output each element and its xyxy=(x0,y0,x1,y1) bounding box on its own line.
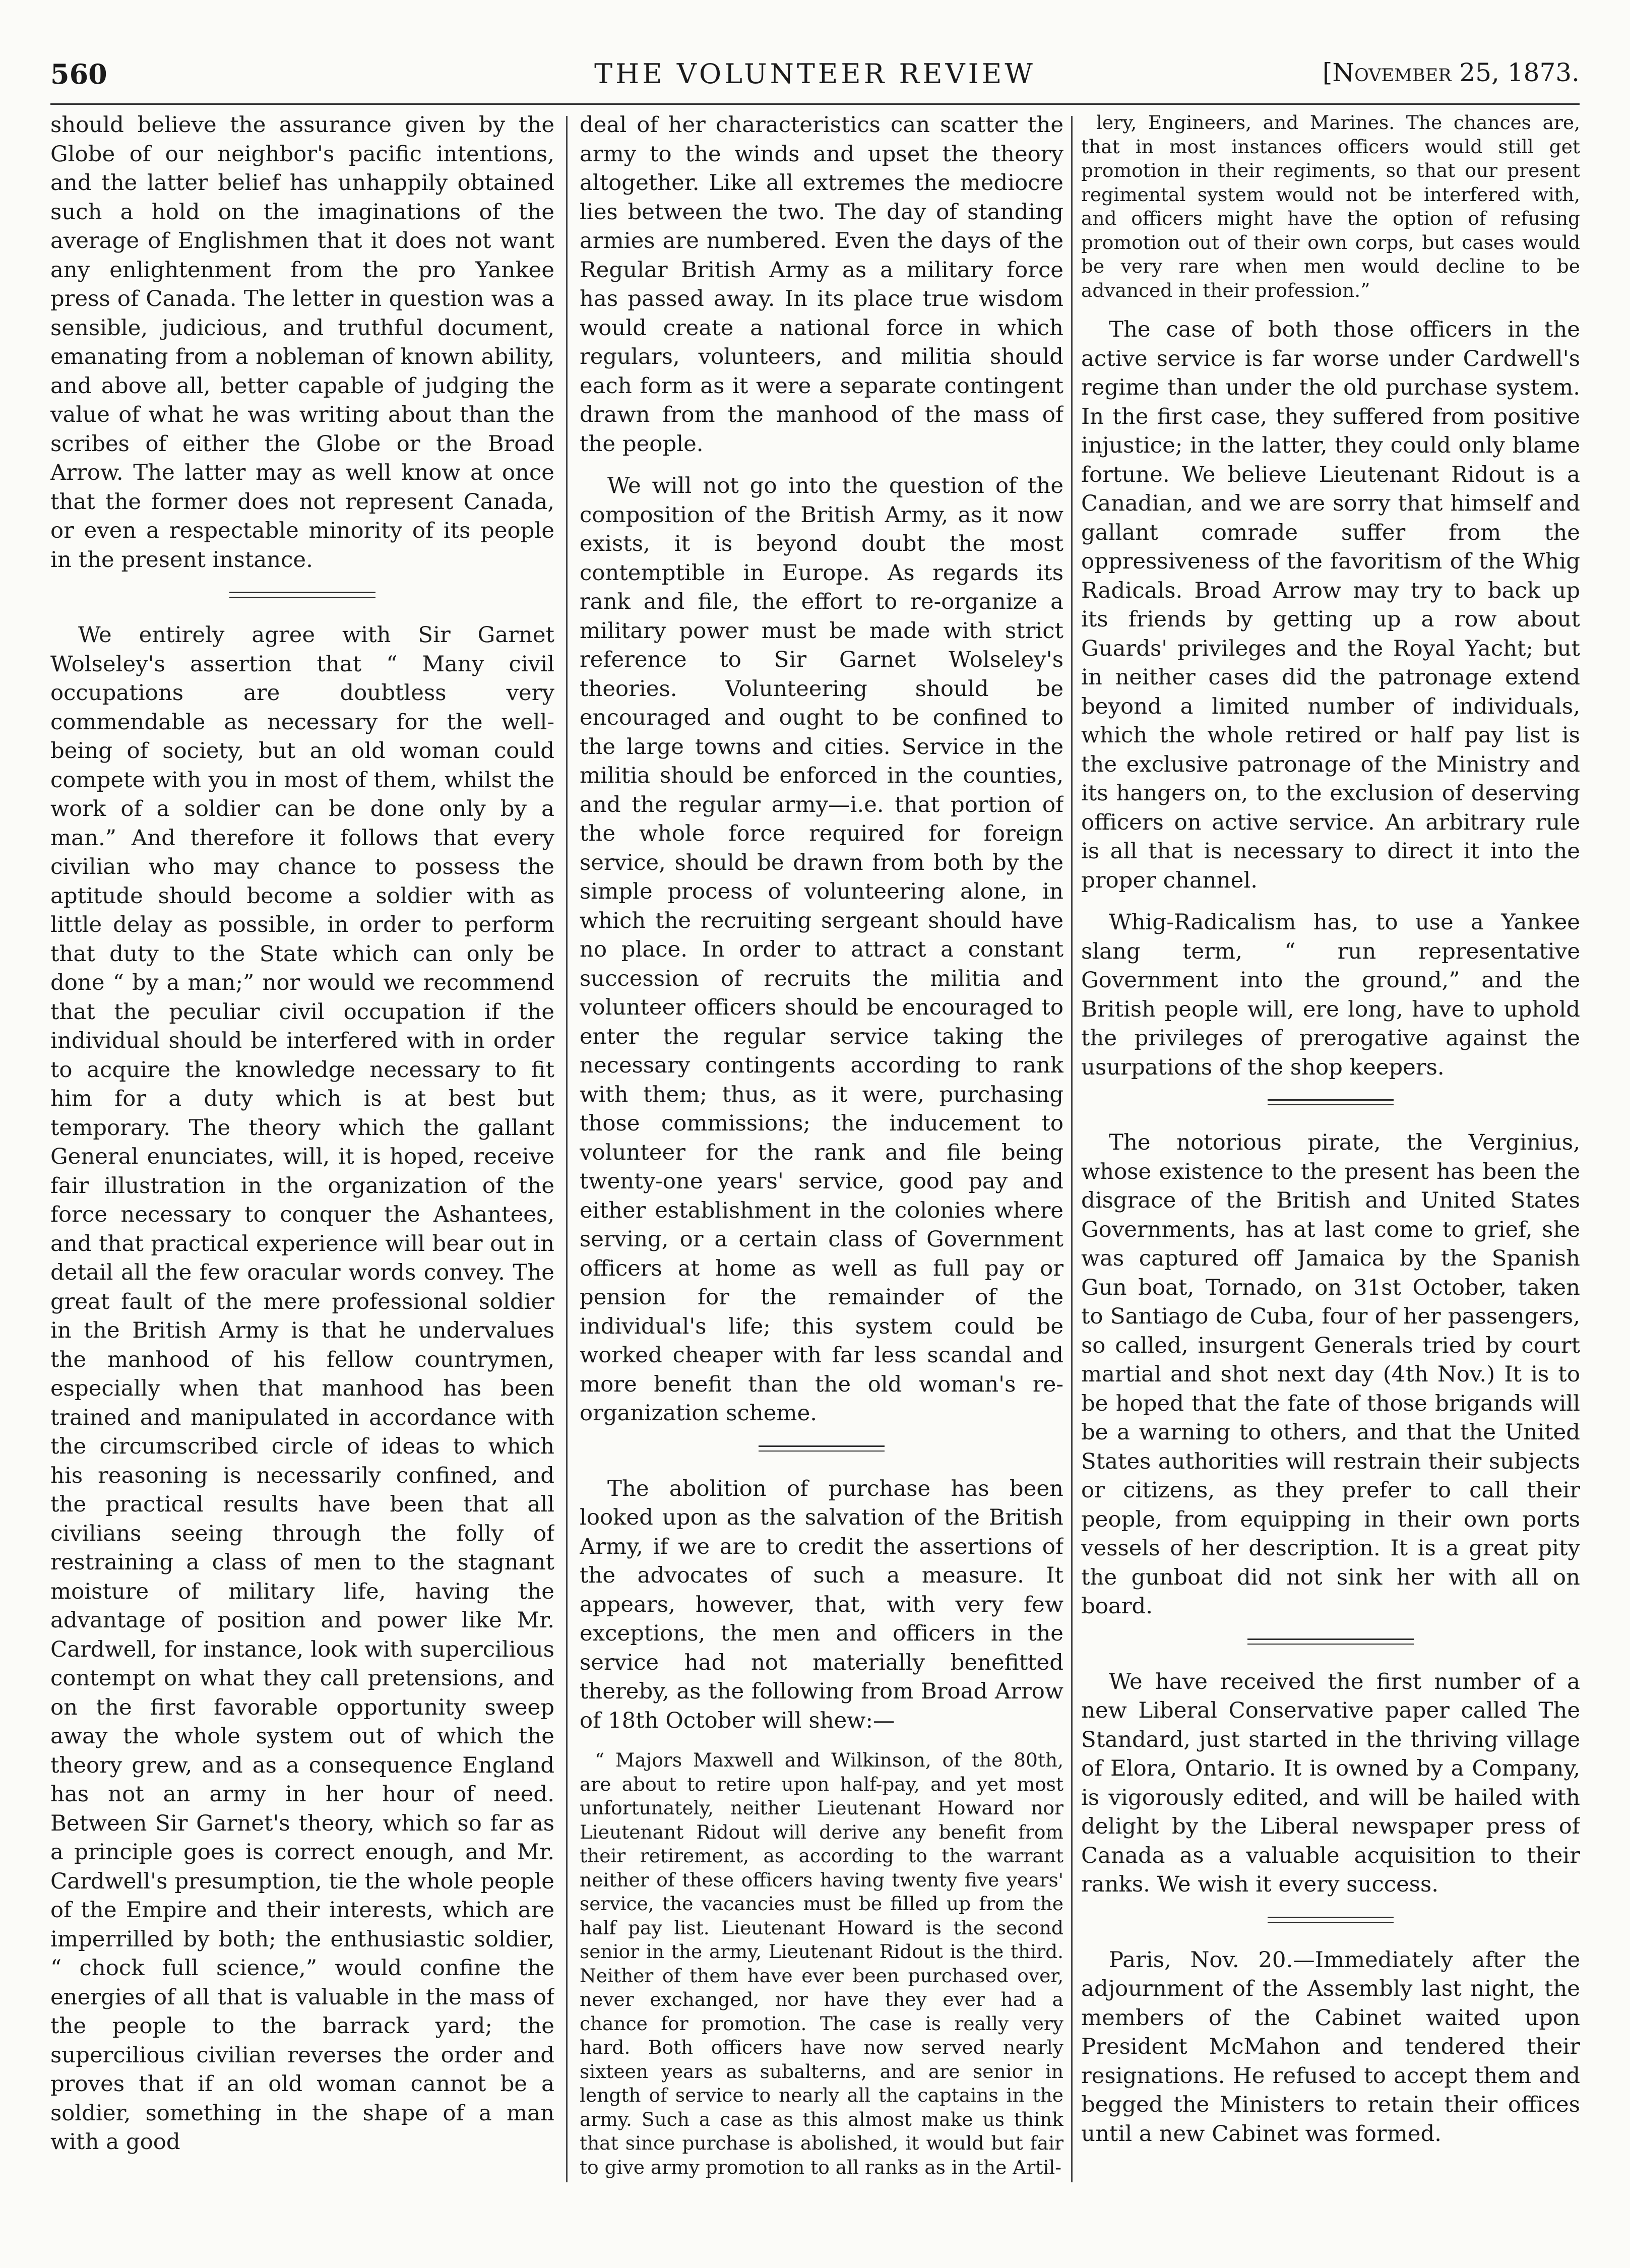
article-paragraph: Paris, Nov. 20.—Immediately after the adjournment of the Assembly last night, the members of the Cabinet waited upon President McMahon and tendered their resignations. He refused to accept them and begged the Ministers to retain their offices until a new Cabinet was formed. xyxy=(1081,1947,1580,2147)
section-divider xyxy=(759,1445,885,1452)
quoted-passage-continued: lery, Engineers, and Marines. The chances are, that in most instances officers would still get promotion in their regiments, so that our present regimental system would not be interfered with, and officers might have the option of refusing promotion out of their own corps, but cases would be very rare when men would decline to be advanced in their profession.” xyxy=(1081,111,1580,301)
article-paragraph: We will not go into the question of the composition of the British Army, as it now exists, it is beyond doubt the most contemptible in Europe. As regards its rank and file, the effort to re-organize a military power must be made with strict reference to Sir Garnet Wolseley's theories. Volunteering should be encouraged and ought to be confined to the large towns and cities. Service in the militia should be enforced in the counties, and the regular army—i.e. that portion of the whole force required for foreign service, should be drawn from both by the simple process of volunteering alone, in which the recruiting sergeant should have no place. In order to attract a constant succession of recruits the militia and volunteer officers should be encouraged to enter the regular service taking the necessary contingents according to rank with them; thus, as it were, purchasing those commissions; the inducement to volunteer for the rank and file being twenty-one years' service, good pay and either establishment in the colonies where serving, or a certain class of Government officers at home as well as full pay or pension for the remainder of the individual's life; this system could be worked cheaper with far less scandal and more benefit than the old woman's re-organization scheme. xyxy=(580,473,1063,1426)
column-rule xyxy=(1071,116,1073,2182)
section-divider xyxy=(1268,1917,1394,1923)
page-header xyxy=(50,48,1580,105)
article-paragraph: Whig-Radicalism has, to use a Yankee slang term, “ run representative Government into the ground,” and the British people will, ere long, have to uphold the privileges of prerogative against the usurpations of the shop keepers. xyxy=(1081,910,1580,1080)
article-paragraph: We have received the first number of a new Liberal Conservative paper called The Standard, just started in the thriving village of Elora, Ontario. It is owned by a Company, is vigorously edited, and will be hailed with delight by the Liberal newspaper press of Canada as a valuable acquisition to their ranks. We wish it every success. xyxy=(1081,1669,1580,1897)
page-number: 560 xyxy=(50,58,107,90)
section-divider xyxy=(1247,1639,1414,1645)
article-paragraph: deal of her characteristics can scatter the army to the winds and upset the theory altogether. Like all extremes the mediocre lies between the two. The day of standing armies are numbered. Even the days of the Regular British Army as a military force has passed away. In its place true wisdom would create a national force in which regulars, volunteers, and militia should each form as it were a separate contingent drawn from the manhood of the mass of the people. xyxy=(580,112,1063,457)
article-paragraph: The abolition of purchase has been looked upon as the salvation of the British Army, if we are to credit the assertions of the advocates of such a measure. It appears, however, that, with very few exceptions, the men and officers in the service had not materially benefitted thereby, as the following from Broad Arrow of 18th October will shew:— xyxy=(580,1476,1063,1733)
column-3 xyxy=(1081,111,1580,2187)
article-paragraph: The notorious pirate, the Verginius, whose existence to the present has been the disgrace of the British and United States Governments, has at last come to grief, she was captured off Jamaica by the Spanish Gun boat, Tornado, on 31st October, taken to Santiago de Cuba, four of her passengers, so called, insurgent Generals tried by court martial and shot next day (4th Nov.) It is to be hoped that the fate of those brigands will be a warning to others, and that the United States authorities will restrain their subjects or citizens, as they prefer to call their people, from equipping in their own ports vessels of her description. It is a great pity the gunboat did not sink her with all on board. xyxy=(1081,1130,1580,1619)
quoted-passage: “ Majors Maxwell and Wilkinson, of the 80th, are about to retire upon half-pay, and yet most unfortunately, neither Lieutenant Howard nor Lieutenant Ridout will derive any benefit from their retirement, as according to the warrant neither of these officers having twenty five years' service, the vacancies must be filled up from the half pay list. Lieutenant Howard is the second senior in the army, Lieutenant Ridout is the third. Neither of them have ever been purchased over, never exchanged, nor have they ever had a chance for promotion. The case is really very hard. Both officers have now served nearly sixteen years as subalterns, and are senior in length of service to nearly all the captains in the army. Such a case as this almost make us think that since purchase is abolished, it would but fair to give army promotion to all ranks as in the Artil- xyxy=(580,1749,1063,2178)
article-paragraph: We entirely agree with Sir Garnet Wolseley's assertion that “ Many civil occupations are doubtless very commendable as necessary for the well-being of society, but an old woman could compete with you in most of them, whilst the work of a soldier can be done only by a man.” And therefore it follows that every civilian who may chance to possess the aptitude should become a soldier with as little delay as possible, in order to perform that duty to the State which can only be done “ by a man;” nor would we recommend that the peculiar civil occupation if the individual should be interfered with in order to acquire the knowledge necessary to fit him for a duty which is at best but temporary. The theory which the gallant General enunciates, will, it is hoped, receive fair illustration in the organization of the force necessary to conquer the Ashantees, and that practical experience will bear out in detail all the few oracular words convey. The great fault of the mere professional soldier in the British Army is that he undervalues the manhood of his fellow countrymen, especially when that manhood has been trained and manipulated in accordance with the circumscribed circle of ideas to which his reasoning is necessarily confined, and the practical results have been that all civilians seeing through the folly of restraining a class of men to the stagnant moisture of military life, having the advantage of position and power like Mr. Cardwell, for instance, look with supercilious contempt on what they call pretensions, and on the first favorable opportunity sweep away the whole system out of which the theory grew, and as a consequence England has not an army in her hour of need. Between Sir Garnet's theory, which so far as a principle goes is correct enough, and Mr. Cardwell's presumption, tie the whole people of the Empire and their interests, which are imperrilled by both; the enthusiastic soldier, “ chock full science,” would confine the energies of all that is valuable in the mass of the people to the barrack yard; the supercilious civilian reverses the order and proves that if an old woman cannot be a soldier, something in the shape of a man with a good xyxy=(50,622,554,2155)
issue-date: [November 25, 1873. xyxy=(1322,58,1580,87)
section-divider xyxy=(1268,1099,1394,1105)
section-divider xyxy=(229,592,375,598)
masthead-title: THE VOLUNTEER REVIEW xyxy=(594,58,1036,90)
column-2 xyxy=(580,111,1063,2187)
article-paragraph: The case of both those officers in the active service is far worse under Cardwell's regime than under the old purchase system. In the first case, they suffered from positive injustice; in the latter, they could only blame fortune. We believe Lieutenant Ridout is a Canadian, and we are sorry that himself and gallant comrade suffer from the oppressiveness of the favoritism of the Whig Radicals. Broad Arrow may try to back up its friends by getting up a row about Guards' privileges and the Royal Yacht; but in neither cases did the patronage extend beyond a limited number of individuals, which the whole retired or half pay list is the exclusive patronage of the Ministry and its hangers on, to the exclusion of deserving officers on active service. An arbitrary rule is all that is necessary to direct it into the proper channel. xyxy=(1081,317,1580,893)
column-1 xyxy=(50,111,554,2187)
article-paragraph: should believe the assurance given by the Globe of our neighbor's pacific intentions, and the latter belief has unhappily obtained such a hold on the imaginations of the average of Englishmen that it does not want any enlightenment from the pro Yankee press of Canada. The letter in question was a sensible, judicious, and truthful document, emanating from a nobleman of known ability, and above all, better capable of judging the value of what he was writing about than the scribes of either the Globe or the Broad Arrow. The latter may as well know at once that the former does not represent Canada, or even a respectable minority of its people in the present instance. xyxy=(50,112,554,573)
column-rule xyxy=(566,116,568,2182)
